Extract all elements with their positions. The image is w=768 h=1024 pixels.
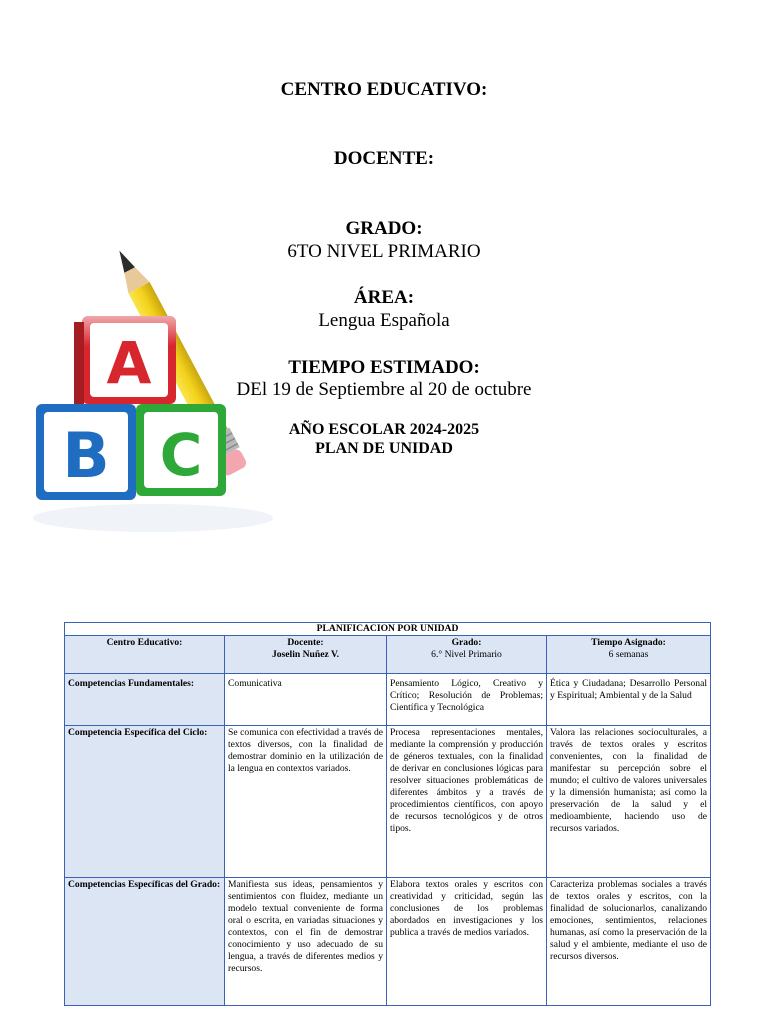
header-centro-educativo: [65, 636, 225, 674]
table-title: PLANIFICACION POR UNIDAD: [65, 623, 711, 636]
row-cell: Procesa representaciones mentales, mediante la comprensión y producción de géneros textuales, con la finalidad de derivar en conclusiones lógicas para resolver situaciones problemáticas de diferentes ámbitos y a través de procedimientos científicos, con apoyo de recursos tecnológicos y de otros tipos.: [387, 726, 547, 878]
row-label: Competencia Específica del Ciclo:: [65, 726, 225, 878]
row-cell: Valora las relaciones socioculturales, a través de textos orales y escritos convenientes, con la finalidad de manifestar su percepción sobre el mundo; el cultivo de valores universales y la dimensión humanista; así como la preservación de la salud y el medioambiente, haciendo uso de recursos variados.: [547, 726, 711, 878]
area-label: ÁREA:: [353, 287, 415, 308]
svg-text:C: C: [159, 421, 203, 489]
header-docente-value: Joselin Nuñez V.: [271, 649, 340, 660]
table-row: [65, 674, 711, 726]
row-cell: Elabora textos orales y escritos con creatividad y criticidad, según las conclusiones de los problemas abordados en investigaciones y los publica a través de medios variados.: [387, 878, 547, 1006]
centro-educativo-label: CENTRO EDUCATIVO:: [280, 79, 488, 100]
header-tiempo-label: Tiempo Asignado:: [591, 637, 666, 648]
planificacion-table-wrapper: [64, 622, 710, 1006]
header-tiempo: [547, 636, 711, 674]
row-cell: Manifiesta sus ideas, pensamientos y sentimientos con fluidez, mediante un modelo textual conveniente de forma oral o escrita, en variadas situaciones y contextos, con el fin de demostrar conocimiento y uso adecuado de su lengua, a través de diferentes medios y recursos.: [225, 878, 387, 1006]
plan-de-unidad-title: PLAN DE UNIDAD: [315, 440, 453, 457]
svg-text:A: A: [106, 329, 152, 397]
docente-label: DOCENTE:: [333, 148, 435, 169]
header-grado: [387, 636, 547, 674]
row-cell: Ética y Ciudadana; Desarrollo Personal y Espiritual; Ambiental y de la Salud: [547, 674, 711, 726]
table-row: [65, 878, 711, 1006]
header-docente: [225, 636, 387, 674]
header-centro-label: Centro Educativo:: [106, 637, 183, 648]
row-label: Competencias Específicas del Grado:: [65, 878, 225, 1006]
tiempo-estimado-label: TIEMPO ESTIMADO:: [288, 357, 480, 378]
grado-value: 6TO NIVEL PRIMARIO: [287, 241, 481, 262]
header-docente-label: Docente:: [287, 637, 324, 648]
row-cell: Se comunica con efectividad a través de textos diversos, con la finalidad de demostrar dominio en la utilización de la lengua en contextos variados.: [225, 726, 387, 878]
header-grado-value: 6.° Nivel Primario: [431, 649, 502, 660]
row-label: Competencias Fundamentales:: [65, 674, 225, 726]
area-value: Lengua Española: [318, 310, 450, 331]
row-cell: Pensamiento Lógico, Creativo y Crítico; Resolución de Problemas; Científica y Tecnológica: [387, 674, 547, 726]
header-grado-label: Grado:: [451, 637, 482, 648]
ano-escolar: AÑO ESCOLAR 2024-2025: [288, 421, 480, 438]
row-cell: Comunicativa: [225, 674, 387, 726]
row-cell: Caracteriza problemas sociales a través de textos orales y escritos, con la finalidad de solucionarlos, canalizando emociones, sentimientos, relaciones humanas, así como la preservación de la salud y el ambiente, mediante el uso de recursos diversos.: [547, 878, 711, 1006]
svg-text:B: B: [62, 419, 110, 492]
table-row: [65, 726, 711, 878]
grado-label: GRADO:: [345, 218, 423, 239]
header-tiempo-value: 6 semanas: [608, 649, 649, 660]
tiempo-estimado-value: DEl 19 de Septiembre al 20 de octubre: [236, 379, 532, 400]
planificacion-table: [64, 622, 711, 1006]
